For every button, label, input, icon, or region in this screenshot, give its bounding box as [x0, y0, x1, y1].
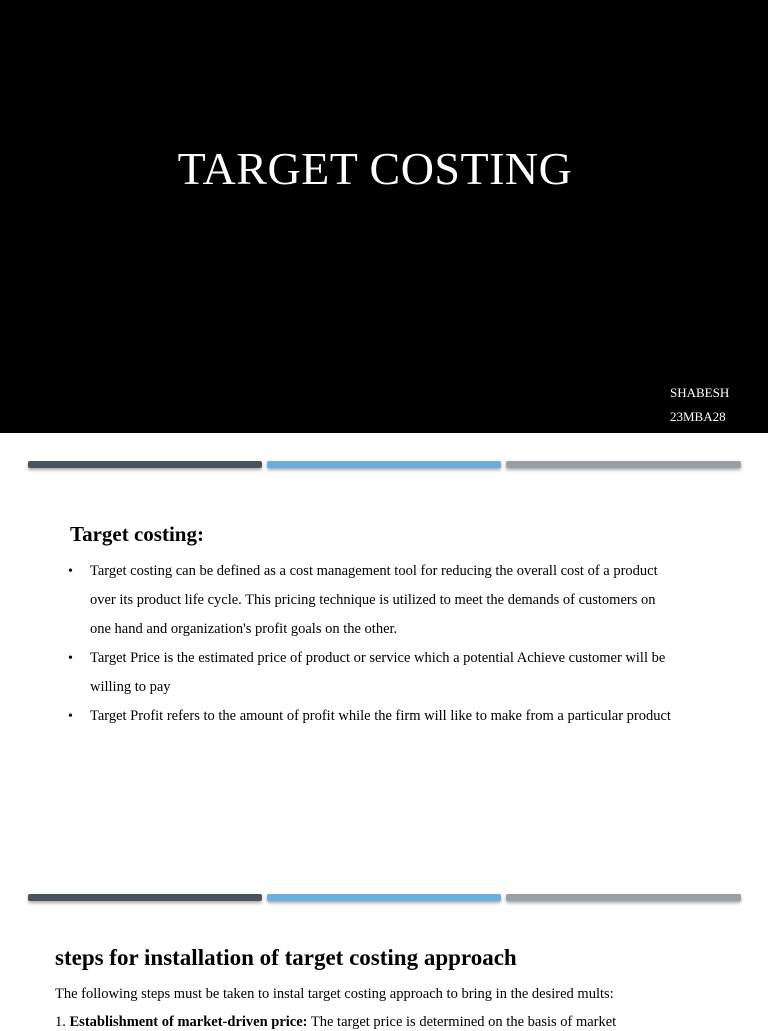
- slide-divider-bottom: [28, 894, 741, 902]
- slide-divider-top: [28, 461, 741, 469]
- step-number: 1.: [55, 1014, 66, 1030]
- divider-segment-dark: [28, 894, 262, 901]
- list-item: [68, 702, 678, 731]
- title-slide: [0, 0, 768, 433]
- list-item: [68, 557, 678, 644]
- author-id: 23MBA28: [670, 409, 726, 424]
- list-item: [68, 644, 678, 702]
- divider-segment-gray: [506, 894, 741, 901]
- bullet-icon: •: [68, 564, 73, 579]
- divider-segment-gray: [506, 461, 741, 468]
- step-title: Establishment of market-driven price:: [69, 1014, 308, 1030]
- steps-intro: The following steps must be taken to instal target costing approach to bring in the desired mults:: [55, 986, 614, 1002]
- bullet-icon: •: [68, 651, 73, 666]
- step-item: [55, 1014, 616, 1031]
- list-item-text: Target costing can be defined as a cost management tool for reducing the overall cost of a product over its product life cycle. This pricing technique is utilized to meet the demands of customers on one hand and organization's profit goals on the other.: [90, 563, 658, 637]
- list-item-text: Target Profit refers to the amount of profit while the firm will like to make from a particular product: [90, 708, 671, 724]
- definition-heading: Target costing:: [70, 522, 204, 546]
- list-item-text: Target Price is the estimated price of product or service which a potential Achieve customer will be willing to pay: [90, 650, 666, 695]
- bullet-icon: •: [68, 709, 73, 724]
- divider-segment-dark: [28, 461, 262, 468]
- step-text: The target price is determined on the basis of market: [307, 1014, 617, 1030]
- author-name: SHABESH: [670, 385, 730, 400]
- steps-heading: steps for installation of target costing approach: [55, 945, 517, 970]
- divider-segment-blue: [267, 894, 501, 901]
- author-block: [670, 381, 729, 429]
- definition-list: [68, 557, 678, 731]
- divider-segment-blue: [267, 461, 501, 468]
- slide-title: TARGET COSTING: [177, 143, 573, 194]
